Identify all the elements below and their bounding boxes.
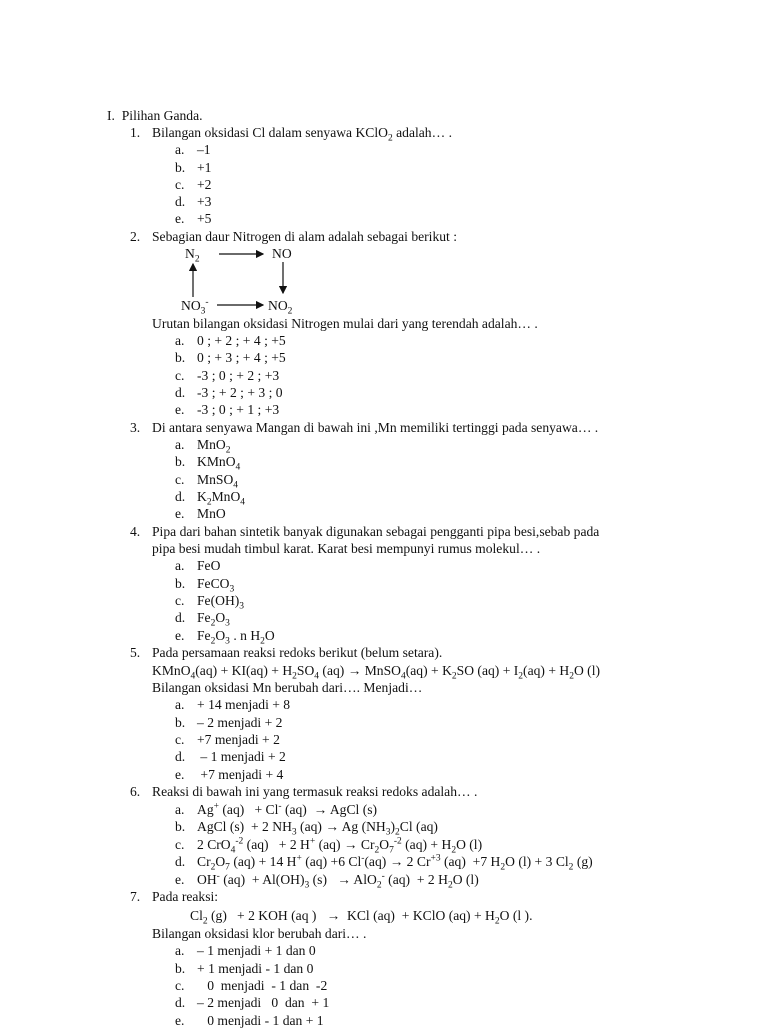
nitrogen-cycle-diagram — [175, 245, 305, 315]
section-number: I. — [107, 108, 115, 123]
option-1e: e. +5 — [175, 211, 212, 226]
option-4d: d. $Fe_2O_3$ — [175, 610, 230, 629]
option-5b: b. – 2 menjadi + 2 — [175, 715, 283, 730]
option-1b: b. +1 — [175, 160, 212, 175]
question-5-number: 5. — [130, 645, 141, 660]
option-6b: b. AgCl (s) + 2 $NH_3$ (aq) → Ag $(NH_3)_2Cl$ (aq) — [175, 819, 438, 838]
option-3e: e. MnO — [175, 506, 226, 521]
node-no: NO — [272, 246, 292, 261]
question-3-number: 3. — [130, 420, 141, 435]
option-2e: e. -3 ; 0 ; + 1 ; +3 — [175, 402, 280, 417]
question-2-text: Sebagian daur Nitrogen di alam adalah sebagai berikut : — [152, 229, 457, 244]
option-1c: c. +2 — [175, 177, 212, 192]
option-2b: b. 0 ; + 3 ; + 4 ; +5 — [175, 350, 286, 365]
section-title: Pilihan Ganda. — [121, 108, 203, 123]
option-5e: e. +7 menjadi + 4 — [175, 767, 284, 782]
option-6e: e. OH- $(aq) + Al(OH)_3$ (s) → AlO$_2$- (aq) + 2 $H_2O$ (l) — [175, 871, 479, 891]
option-2c: c. -3 ; 0 ; + 2 ; +3 — [175, 368, 280, 383]
question-4-text-line1: Pipa dari bahan sintetik banyak digunakan sebagai pengganti pipa besi,sebab pada — [152, 524, 600, 539]
question-3-text: Di antara senyawa Mangan di bawah ini ,Mn memiliki tertinggi pada senyawa… . — [152, 420, 599, 435]
node-n2: $N_2$ — [185, 246, 200, 265]
option-7d: d. – 2 menjadi 0 dan + 1 — [175, 995, 330, 1010]
option-7e: e. 0 menjadi - 1 dan + 1 — [175, 1013, 324, 1028]
option-7a: a. – 1 menjadi + 1 dan 0 — [175, 943, 316, 958]
option-3d: d. $K_2MnO_4$ — [175, 489, 246, 508]
question-6-number: 6. — [130, 784, 141, 799]
option-4a: a. FeO — [175, 558, 221, 573]
option-7b: b. + 1 menjadi - 1 dan 0 — [175, 961, 314, 976]
option-2a: a. 0 ; + 2 ; + 4 ; +5 — [175, 333, 286, 348]
question-7-number: 7. — [130, 889, 141, 904]
question-5-equation: KMnO$_4$(aq) + $KI(aq) + H_2SO_4$ (aq) → MnSO$_4$(aq) + $K_2SO$ $(aq) + I_2(aq) + H_2O$ (l) — [152, 663, 601, 682]
question-5-text: Pada persamaan reaksi redoks berikut (belum setara). — [152, 645, 443, 660]
option-1d: d. +3 — [175, 194, 212, 209]
diagram-arrows — [175, 245, 305, 315]
question-1-text: Bilangan oksidasi Cl dalam senyawa KClO$_2$ adalah… . — [152, 125, 452, 144]
option-6a: a. Ag+ (aq) + Cl- (aq) → AgCl (s) — [175, 801, 378, 817]
option-3c: c. MnSO$_4$ — [175, 472, 239, 491]
option-6c: c. 2 CrO$_4^{-2}$ (aq) + 2 H+ $(aq) \to Cr_2O_7^{-2}$ $(aq) + H_2O$ (l) — [175, 836, 483, 856]
question-5-text2: Bilangan oksidasi Mn berubah dari…. Menjadi… — [152, 680, 423, 695]
question-6-text: Reaksi di bawah ini yang termasuk reaksi redoks adalah… . — [152, 784, 478, 799]
question-2-number: 2. — [130, 229, 141, 244]
option-5a: a. + 14 menjadi + 8 — [175, 697, 291, 712]
option-6d: d. $Cr_2O_7$ (aq) + 14 H+ (aq) +6 Cl-(aq) → 2 $Cr^{+3}$ (aq) +7 $H_2O$ (l) + 3 $Cl_2$ (g) — [175, 853, 593, 873]
question-4-text-line2: pipa besi mudah timbul karat. Karat besi mempunyi rumus molekul… . — [152, 541, 541, 556]
option-5c: c. +7 menjadi + 2 — [175, 732, 280, 747]
option-7c: c. 0 menjadi - 1 dan -2 — [175, 978, 328, 993]
section-heading — [107, 107, 203, 124]
question-7-text2: Bilangan oksidasi klor berubah dari… . — [152, 926, 367, 941]
option-3b: b. KMnO$_4$ — [175, 454, 241, 473]
question-2-text2: Urutan bilangan oksidasi Nitrogen mulai dari yang terendah adalah… . — [152, 316, 538, 331]
question-7-equation: $Cl_2$ (g) + 2 KOH (aq ) → KCl (aq) + KClO $(aq) + H_2O$ (l ). — [190, 908, 533, 927]
option-3a: a. MnO$_2$ — [175, 437, 231, 456]
option-1a: a. –1 — [175, 142, 211, 157]
node-no3: $NO_3^-$ — [181, 297, 209, 317]
option-5d: d. – 1 menjadi + 2 — [175, 749, 286, 764]
option-4e: e. $Fe_2O_3$ . n $H_2O$ — [175, 628, 275, 647]
option-2d: d. -3 ; + 2 ; + 3 ; 0 — [175, 385, 283, 400]
question-1-number: 1. — [130, 125, 141, 140]
question-7-text: Pada reaksi: — [152, 889, 219, 904]
option-4c: c. $Fe(OH)_3$ — [175, 593, 245, 612]
question-4-number: 4. — [130, 524, 141, 539]
node-no2: $NO_2$ — [268, 298, 293, 317]
option-4b: b. FeCO$_3$ — [175, 576, 235, 595]
